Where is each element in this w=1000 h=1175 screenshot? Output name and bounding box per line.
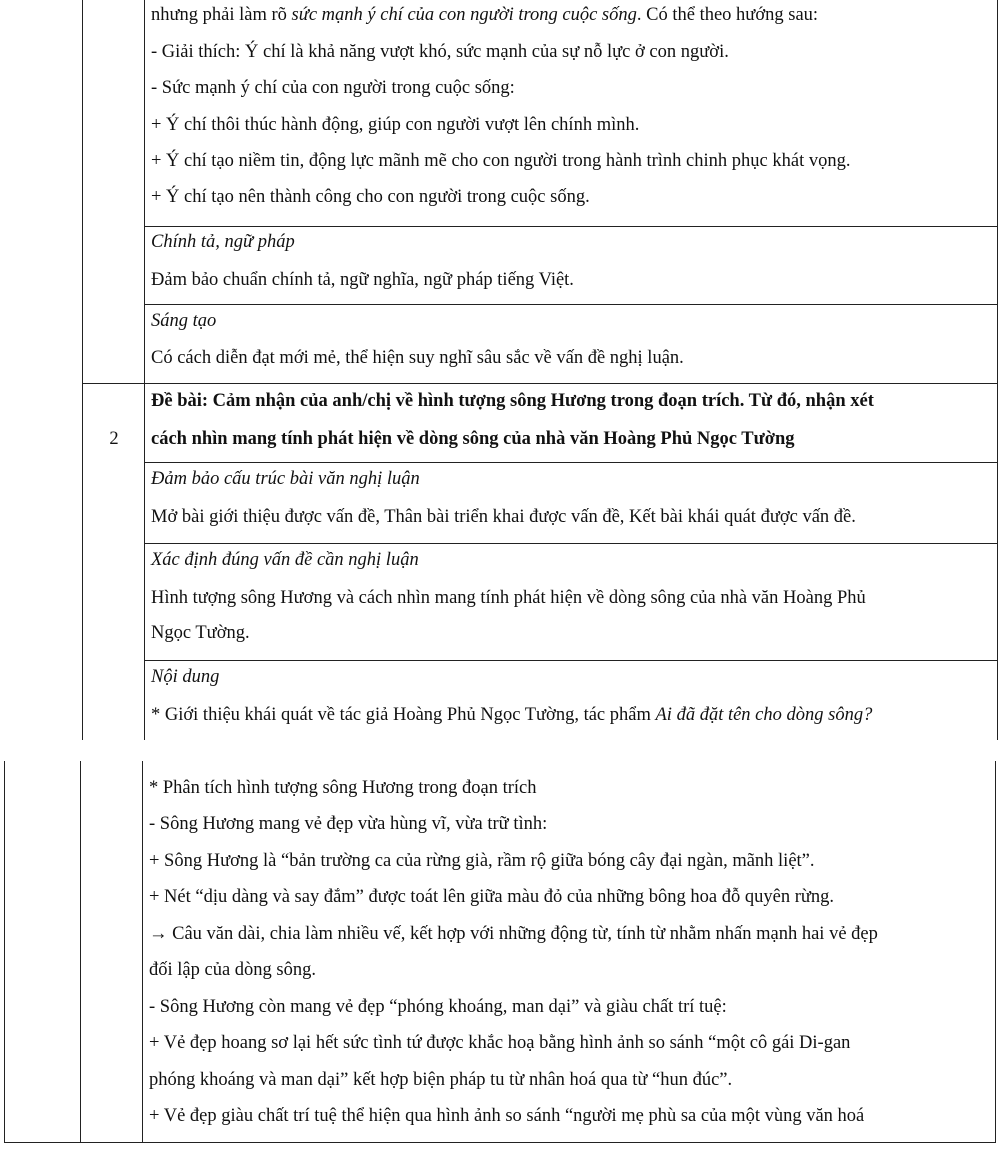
criterion-label: Nội dung [151, 667, 220, 687]
text-line: + Sông Hương là “bản trường ca của rừng già, rầm rộ giữa bóng cây đại ngàn, mãnh liệt”. [149, 851, 815, 871]
table-bottom-left-border [4, 761, 5, 1142]
criterion-text: Mở bài giới thiệu được vấn đề, Thân bài triển khai được vấn đề, Kết bài khái quát được vấn đề. [151, 507, 856, 527]
row-divider [144, 304, 997, 305]
table-bottom-border [4, 1142, 996, 1143]
criterion-label: Xác định đúng vấn đề cần nghị luận [151, 550, 419, 570]
criterion-label: Đảm bảo cấu trúc bài văn nghị luận [151, 469, 420, 489]
text-line: + Nét “dịu dàng và say đắm” được toát lên giữa màu đỏ của những bông hoa đỗ quyên rừng. [149, 887, 835, 907]
criterion-text: Đảm bảo chuẩn chính tả, ngữ nghĩa, ngữ pháp tiếng Việt. [151, 270, 574, 290]
criterion-label: Chính tả, ngữ pháp [151, 232, 295, 252]
table-top-left-border [82, 0, 83, 740]
criterion-text: Có cách diễn đạt mới mẻ, thể hiện suy nghĩ sâu sắc về vấn đề nghị luận. [151, 348, 684, 368]
table-bottom-column-divider [142, 761, 143, 1142]
row-divider [144, 462, 997, 463]
text-line: đối lập của dòng sông. [149, 960, 316, 980]
text-line: + Ý chí tạo niềm tin, động lực mãnh mẽ cho con người trong hành trình chinh phục khát vọng. [151, 151, 851, 171]
table-bottom-right-border [995, 761, 996, 1142]
text-line: - Giải thích: Ý chí là khả năng vượt khó, sức mạnh của sự nỗ lực ở con người. [151, 42, 729, 62]
text-line: + Vẻ đẹp hoang sơ lại hết sức tình tứ được khắc hoạ bằng hình ảnh so sánh “một cô gái Di-gan [149, 1033, 851, 1053]
criterion-text: Hình tượng sông Hương và cách nhìn mang tính phát hiện về dòng sông của nhà văn Hoàng Phủ [151, 588, 866, 608]
row-divider-full [82, 383, 997, 384]
text-line: → Câu văn dài, chia làm nhiều vế, kết hợp với những động từ, tính từ nhằm nhấn mạnh hai vẻ đẹp [149, 924, 878, 944]
question-prompt-line: Đề bài: Cảm nhận của anh/chị về hình tượng sông Hương trong đoạn trích. Từ đó, nhận xét [151, 391, 874, 411]
row-divider [144, 543, 997, 544]
text-line: + Vẻ đẹp giàu chất trí tuệ thể hiện qua hình ảnh so sánh “người mẹ phù sa của một vùng văn hoá [149, 1106, 865, 1126]
text-line: - Sông Hương còn mang vẻ đẹp “phóng khoáng, man dại” và giàu chất trí tuệ: [149, 997, 727, 1017]
row-divider [144, 660, 997, 661]
question-prompt-line: cách nhìn mang tính phát hiện về dòng sông của nhà văn Hoàng Phủ Ngọc Tường [151, 429, 795, 449]
text-line: * Phân tích hình tượng sông Hương trong đoạn trích [149, 778, 537, 798]
criterion-text: * Giới thiệu khái quát về tác giả Hoàng Phủ Ngọc Tường, tác phẩm Ai đã đặt tên cho dòng sông? [151, 705, 873, 725]
text-line: + Ý chí thôi thúc hành động, giúp con người vượt lên chính mình. [151, 115, 640, 135]
text-line: + Ý chí tạo nên thành công cho con người trong cuộc sống. [151, 187, 590, 207]
text-line: phóng khoáng và man dại” kết hợp biện pháp tu từ nhân hoá qua từ “hun đúc”. [149, 1070, 733, 1090]
table-bottom-column-divider [80, 761, 81, 1142]
text-line: nhưng phải làm rõ sức mạnh ý chí của con người trong cuộc sống. Có thể theo hướng sau: [151, 5, 819, 25]
text-line: - Sông Hương mang vẻ đẹp vừa hùng vĩ, vừa trữ tình: [149, 814, 548, 834]
row-divider [144, 226, 997, 227]
criterion-label: Sáng tạo [151, 311, 217, 331]
criterion-text: Ngọc Tường. [151, 623, 250, 643]
text-line: - Sức mạnh ý chí của con người trong cuộc sống: [151, 78, 515, 98]
table-top-column-divider [144, 0, 145, 740]
table-top-right-border [997, 0, 998, 740]
question-number: 2 [109, 429, 119, 449]
